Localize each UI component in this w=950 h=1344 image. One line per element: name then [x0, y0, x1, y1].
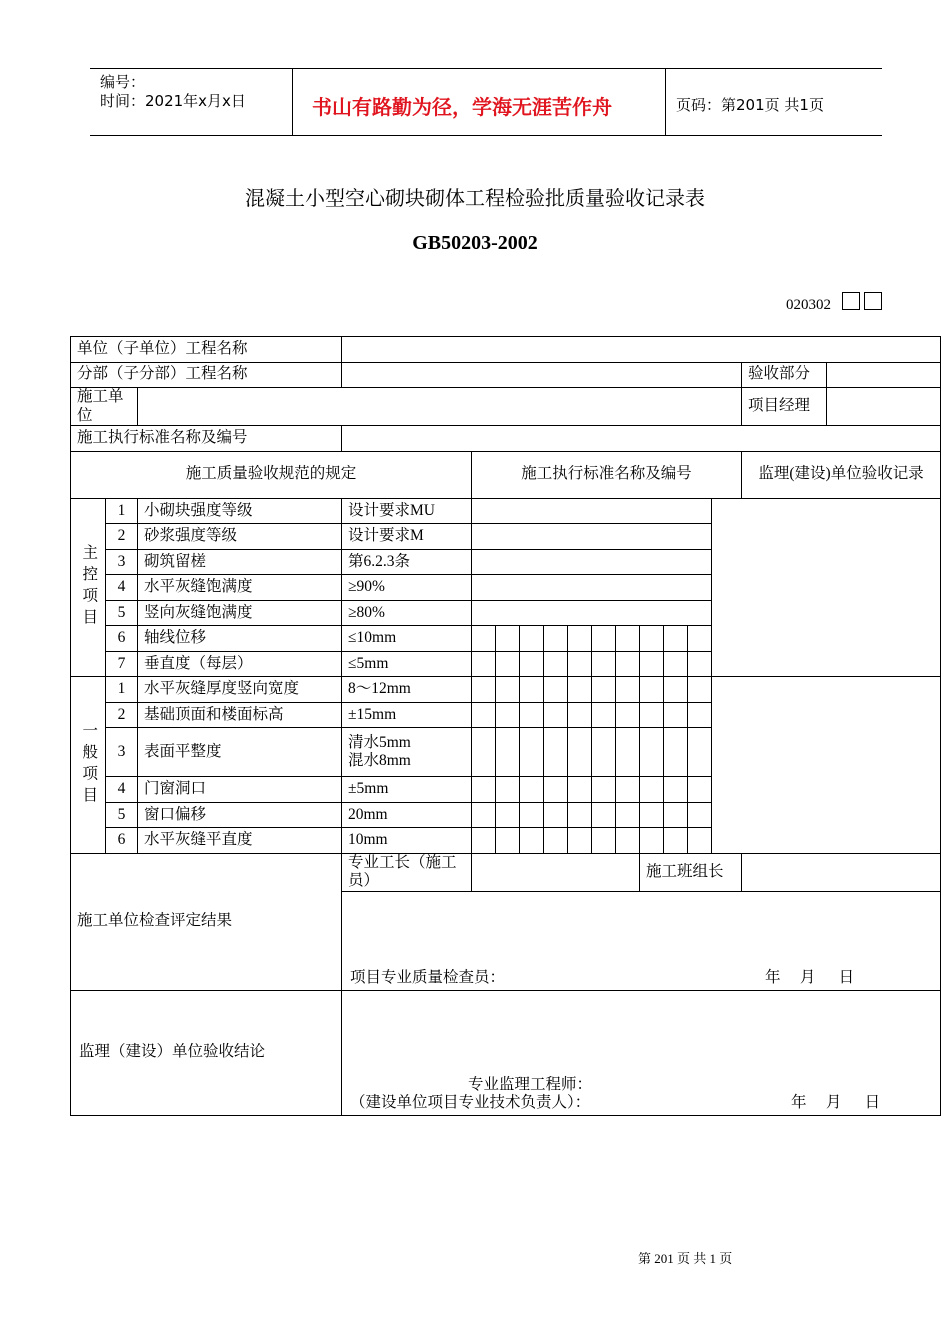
measure-cell[interactable]: [544, 626, 568, 652]
item-name: 水平灰缝饱满度: [138, 575, 342, 601]
measure-cell[interactable]: [520, 651, 544, 677]
acceptance-part-label: 验收部分: [742, 362, 827, 388]
measure-cell[interactable]: [616, 677, 640, 703]
header-divider: [292, 68, 293, 136]
item-name: 基础顶面和楼面标高: [138, 702, 342, 728]
check-cell[interactable]: [472, 524, 712, 550]
measure-cell[interactable]: [472, 777, 496, 803]
code-box[interactable]: [842, 292, 860, 310]
measure-cell[interactable]: [616, 828, 640, 854]
measure-cell[interactable]: [640, 702, 664, 728]
measure-cell[interactable]: [592, 651, 616, 677]
measure-cell[interactable]: [472, 728, 496, 777]
row-number: 1: [106, 677, 138, 703]
item-requirement: 第6.2.3条: [342, 549, 472, 575]
requirement-line: 混水8mm: [348, 752, 411, 770]
measure-cell[interactable]: [520, 828, 544, 854]
measure-cell[interactable]: [616, 777, 640, 803]
row-number: 7: [106, 651, 138, 677]
measure-cell[interactable]: [544, 777, 568, 803]
sub-project-label: 分部（子分部）工程名称: [71, 362, 342, 388]
project-manager-label: 项目经理: [742, 388, 827, 426]
measure-cell[interactable]: [640, 677, 664, 703]
col-header-exec: 施工执行标准名称及编号: [472, 451, 742, 498]
check-cell[interactable]: [472, 549, 712, 575]
page-footer: 第 201 页 共 1 页: [638, 1251, 733, 1266]
row-number: 4: [106, 575, 138, 601]
page-label: 页码：第201页 共1页: [676, 96, 824, 114]
measure-cell[interactable]: [664, 802, 688, 828]
measure-cell[interactable]: [568, 728, 592, 777]
measure-cell[interactable]: [520, 677, 544, 703]
row-number: 3: [106, 728, 138, 777]
supervision-conclusion-label: 监理（建设）单位验收结论: [71, 990, 342, 1115]
measure-cell[interactable]: [472, 802, 496, 828]
measure-cell[interactable]: [616, 651, 640, 677]
measure-cell[interactable]: [640, 802, 664, 828]
sub-project-value[interactable]: [342, 362, 742, 388]
item-name: 门窗洞口: [138, 777, 342, 803]
measure-cell[interactable]: [688, 651, 712, 677]
measure-cell[interactable]: [592, 677, 616, 703]
measure-cell[interactable]: [640, 728, 664, 777]
check-result-area[interactable]: [342, 891, 941, 990]
item-requirement: 8～12mm: [342, 677, 472, 703]
measure-cell[interactable]: [496, 777, 520, 803]
row-number: 2: [106, 702, 138, 728]
measure-cell[interactable]: [592, 626, 616, 652]
measure-cell[interactable]: [688, 728, 712, 777]
item-requirement: ≥80%: [342, 600, 472, 626]
check-cell[interactable]: [472, 498, 712, 524]
measure-cell[interactable]: [568, 626, 592, 652]
measure-cell[interactable]: [688, 702, 712, 728]
row-number: 2: [106, 524, 138, 550]
item-requirement: [342, 728, 472, 777]
measure-cell[interactable]: [664, 828, 688, 854]
measure-cell[interactable]: [664, 626, 688, 652]
measure-cell[interactable]: [472, 651, 496, 677]
construction-unit-label: 施工单位: [71, 388, 138, 426]
measure-cell[interactable]: [568, 651, 592, 677]
item-requirement: ±5mm: [342, 777, 472, 803]
measure-cell[interactable]: [520, 777, 544, 803]
row-number: 5: [106, 600, 138, 626]
measure-cell[interactable]: [520, 626, 544, 652]
measure-cell[interactable]: [688, 802, 712, 828]
foreman-label: 专业工长（施工员）: [342, 853, 472, 891]
exec-standard-label: 施工执行标准名称及编号: [71, 426, 342, 452]
row-number: 1: [106, 498, 138, 524]
row-number: 4: [106, 777, 138, 803]
measure-cell[interactable]: [640, 777, 664, 803]
unit-project-label: 单位（子单位）工程名称: [71, 337, 342, 363]
engineer-label: 专业监理工程师：: [468, 1075, 593, 1093]
measure-cell[interactable]: [472, 677, 496, 703]
measure-cell[interactable]: [592, 777, 616, 803]
inspection-table: [70, 336, 941, 1116]
measure-cell[interactable]: [496, 702, 520, 728]
measure-cell[interactable]: [664, 677, 688, 703]
row-number: 6: [106, 828, 138, 854]
foreman-value[interactable]: [472, 853, 640, 891]
measure-cell[interactable]: [496, 728, 520, 777]
measure-cell[interactable]: [496, 802, 520, 828]
supervision-conclusion-area[interactable]: [342, 990, 941, 1115]
measure-cell[interactable]: [640, 828, 664, 854]
supervision-date: 年 月 日: [790, 1094, 881, 1112]
measure-cell[interactable]: [472, 702, 496, 728]
measure-cell[interactable]: [544, 728, 568, 777]
measure-cell[interactable]: [664, 702, 688, 728]
measure-cell[interactable]: [688, 777, 712, 803]
measure-cell[interactable]: [544, 651, 568, 677]
item-name: 窗口偏移: [138, 802, 342, 828]
item-name: 水平灰缝厚度竖向宽度: [138, 677, 342, 703]
doc-number-label: 编号：: [100, 73, 146, 91]
measure-cell[interactable]: [520, 702, 544, 728]
item-name: 竖向灰缝饱满度: [138, 600, 342, 626]
supervision-record-general[interactable]: [712, 677, 941, 854]
measure-cell[interactable]: [664, 777, 688, 803]
check-result-label: 施工单位检查评定结果: [71, 853, 342, 990]
measure-cell[interactable]: [616, 626, 640, 652]
item-requirement: ≥90%: [342, 575, 472, 601]
measure-cell[interactable]: [616, 802, 640, 828]
item-requirement: 20mm: [342, 802, 472, 828]
supervision-record-main[interactable]: [712, 498, 941, 677]
check-cell[interactable]: [472, 575, 712, 601]
main-items-group-label: 主控项目: [71, 498, 106, 677]
header-top-rule: [90, 68, 882, 69]
row-number: 5: [106, 802, 138, 828]
row-number: 3: [106, 549, 138, 575]
measure-cell[interactable]: [472, 828, 496, 854]
measure-cell[interactable]: [640, 651, 664, 677]
construction-unit-value[interactable]: [138, 388, 742, 426]
measure-cell[interactable]: [568, 677, 592, 703]
header-bottom-rule: [90, 135, 882, 136]
form-code: 020302: [786, 297, 831, 313]
team-leader-value[interactable]: [742, 853, 941, 891]
item-requirement: ≤5mm: [342, 651, 472, 677]
measure-cell[interactable]: [568, 777, 592, 803]
measure-cell[interactable]: [640, 626, 664, 652]
item-name: 轴线位移: [138, 626, 342, 652]
measure-cell[interactable]: [688, 677, 712, 703]
exec-standard-value[interactable]: [342, 426, 941, 452]
measure-cell[interactable]: [496, 651, 520, 677]
measure-cell[interactable]: [592, 802, 616, 828]
measure-cell[interactable]: [592, 702, 616, 728]
measure-cell[interactable]: [664, 728, 688, 777]
item-requirement: 设计要求MU: [342, 498, 472, 524]
time-label: 时间：2021年x月x日: [100, 92, 246, 110]
measure-cell[interactable]: [496, 828, 520, 854]
team-leader-label: 施工班组长: [640, 853, 742, 891]
standard-code: GB50203-2002: [412, 232, 538, 254]
item-name: 垂直度（每层）: [138, 651, 342, 677]
check-cell[interactable]: [472, 600, 712, 626]
measure-cell[interactable]: [496, 677, 520, 703]
item-requirement: 10mm: [342, 828, 472, 854]
page-title: 混凝土小型空心砌块砌体工程检验批质量验收记录表: [245, 186, 705, 210]
measure-cell[interactable]: [664, 651, 688, 677]
acceptance-part-value[interactable]: [827, 362, 941, 388]
col-header-supervision: 监理(建设)单位验收记录: [742, 451, 941, 498]
unit-project-value[interactable]: [342, 337, 941, 363]
measure-cell[interactable]: [616, 702, 640, 728]
col-header-spec: 施工质量验收规范的规定: [71, 451, 472, 498]
measure-cell[interactable]: [544, 677, 568, 703]
measure-cell[interactable]: [568, 828, 592, 854]
measure-cell[interactable]: [520, 802, 544, 828]
measure-cell[interactable]: [496, 626, 520, 652]
measure-cell[interactable]: [592, 828, 616, 854]
row-number: 6: [106, 626, 138, 652]
item-requirement: 设计要求M: [342, 524, 472, 550]
measure-cell[interactable]: [520, 728, 544, 777]
project-manager-value[interactable]: [827, 388, 941, 426]
code-box[interactable]: [864, 292, 882, 310]
item-name: 砌筑留槎: [138, 549, 342, 575]
check-date: 年 月 日: [764, 969, 855, 987]
item-name: 砂浆强度等级: [138, 524, 342, 550]
motto: 书山有路勤为径，学海无涯苦作舟: [312, 95, 612, 119]
measure-cell[interactable]: [544, 802, 568, 828]
measure-cell[interactable]: [568, 702, 592, 728]
measure-cell[interactable]: [568, 802, 592, 828]
measure-cell[interactable]: [592, 728, 616, 777]
general-items-group-label: 一般项目: [71, 677, 106, 854]
item-name: 水平灰缝平直度: [138, 828, 342, 854]
header-divider: [665, 68, 666, 136]
item-requirement: ±15mm: [342, 702, 472, 728]
measure-cell[interactable]: [688, 828, 712, 854]
owner-label: （建设单位项目专业技术负责人）：: [350, 1094, 591, 1112]
item-name: 表面平整度: [138, 728, 342, 777]
measure-cell[interactable]: [616, 728, 640, 777]
measure-cell[interactable]: [544, 702, 568, 728]
measure-cell[interactable]: [472, 626, 496, 652]
measure-cell[interactable]: [688, 626, 712, 652]
item-requirement: ≤10mm: [342, 626, 472, 652]
item-name: 小砌块强度等级: [138, 498, 342, 524]
requirement-line: 清水5mm: [348, 733, 411, 751]
measure-cell[interactable]: [544, 828, 568, 854]
inspector-label: 项目专业质量检查员：: [350, 969, 506, 987]
